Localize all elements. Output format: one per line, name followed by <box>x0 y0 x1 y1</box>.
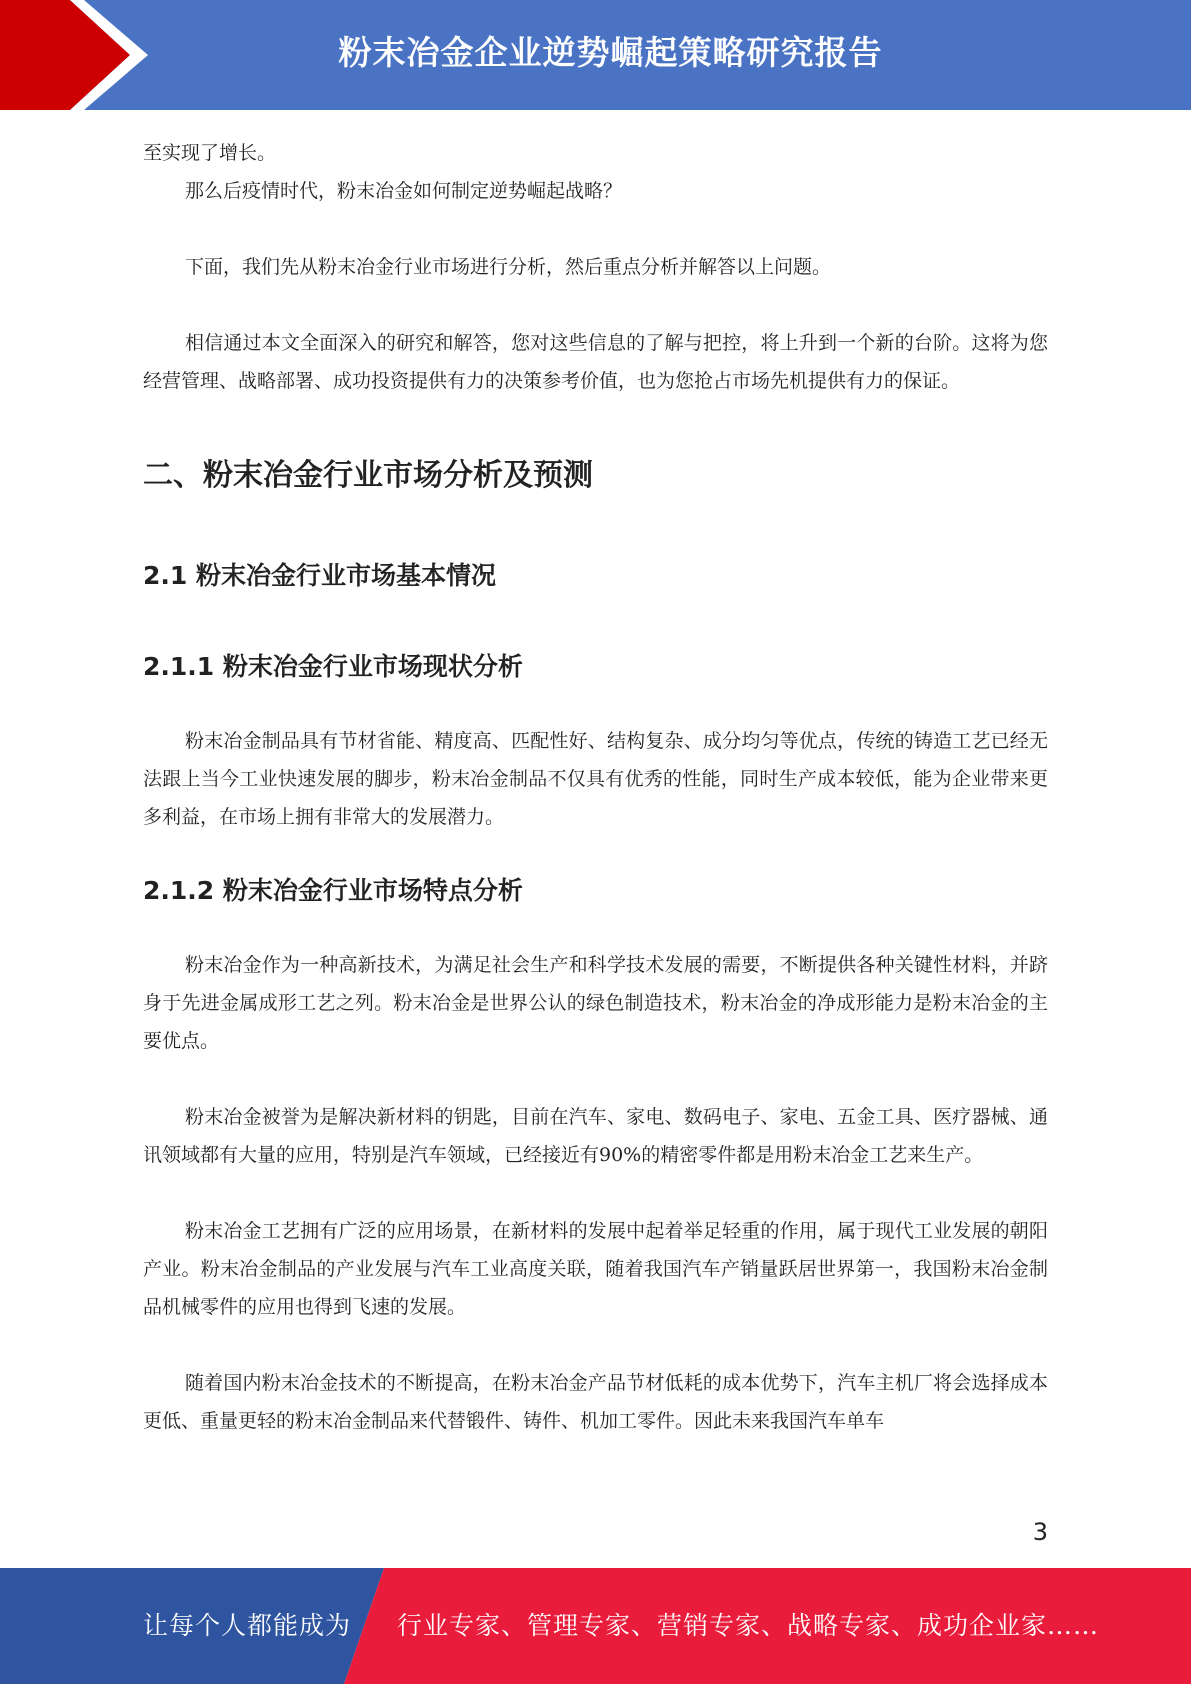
paragraph: 粉末冶金作为一种高新技术，为满足社会生产和科学技术发展的需要，不断提供各种关键性材料，并跻身于先进金属成形工艺之列。粉末冶金是世界公认的绿色制造技术，粉末冶金的净成形能力是粉末冶金的主要优点。 <box>143 954 1048 1052</box>
footer-slogan-right: 行业专家、管理专家、营销专家、战略专家、成功企业家…… <box>397 1611 1100 1640</box>
header-band <box>0 0 1191 110</box>
paragraph: 随着国内粉末冶金技术的不断提高，在粉末冶金产品节材低耗的成本优势下，汽车主机厂将会选择成本更低、重量更轻的粉末冶金制品来代替锻件、铸件、机加工零件。因此未来我国汽车单车 <box>143 1372 1048 1432</box>
paragraph: 至实现了增长。 <box>143 142 277 164</box>
footer-band <box>0 1568 1191 1684</box>
paragraph: 粉末冶金制品具有节材省能、精度高、匹配性好、结构复杂、成分均匀等优点，传统的铸造工艺已经无法跟上当今工业快速发展的脚步，粉末冶金制品不仅具有优秀的性能，同时生产成本较低，能为企业带来更多利益，在市场上拥有非常大的发展潜力。 <box>143 730 1048 828</box>
section-heading: 二、粉末冶金行业市场分析及预测 <box>143 458 593 493</box>
page-number: 3 <box>1032 1518 1048 1546</box>
subsection-heading: 2.1.2 粉末冶金行业市场特点分析 <box>143 876 523 905</box>
paragraph: 下面，我们先从粉末冶金行业市场进行分析，然后重点分析并解答以上问题。 <box>185 256 832 278</box>
document-title: 粉末冶金企业逆势崛起策略研究报告 <box>338 33 883 72</box>
subsection-heading: 2.1 粉末冶金行业市场基本情况 <box>143 561 496 590</box>
paragraph: 粉末冶金工艺拥有广泛的应用场景，在新材料的发展中起着举足轻重的作用，属于现代工业发展的朝阳产业。粉末冶金制品的产业发展与汽车工业高度关联，随着我国汽车产销量跃居世界第一，我国粉末冶金制品机械零件的应用也得到飞速的发展。 <box>143 1220 1048 1318</box>
paragraph: 相信通过本文全面深入的研究和解答，您对这些信息的了解与把控，将上升到一个新的台阶。这将为您经营管理、战略部署、成功投资提供有力的决策参考价值，也为您抢占市场先机提供有力的保证。 <box>143 332 1048 392</box>
subsection-heading: 2.1.1 粉末冶金行业市场现状分析 <box>143 652 523 681</box>
page-content <box>143 134 1048 1440</box>
paragraph: 那么后疫情时代，粉末冶金如何制定逆势崛起战略？ <box>185 180 623 202</box>
footer-slogan-left: 让每个人都能成为 <box>143 1611 352 1640</box>
paragraph: 粉末冶金被誉为是解决新材料的钥匙，目前在汽车、家电、数码电子、家电、五金工具、医疗器械、通讯领域都有大量的应用，特别是汽车领域，已经接近有90%的精密零件都是用粉末冶金工艺来生产。 <box>143 1106 1048 1166</box>
